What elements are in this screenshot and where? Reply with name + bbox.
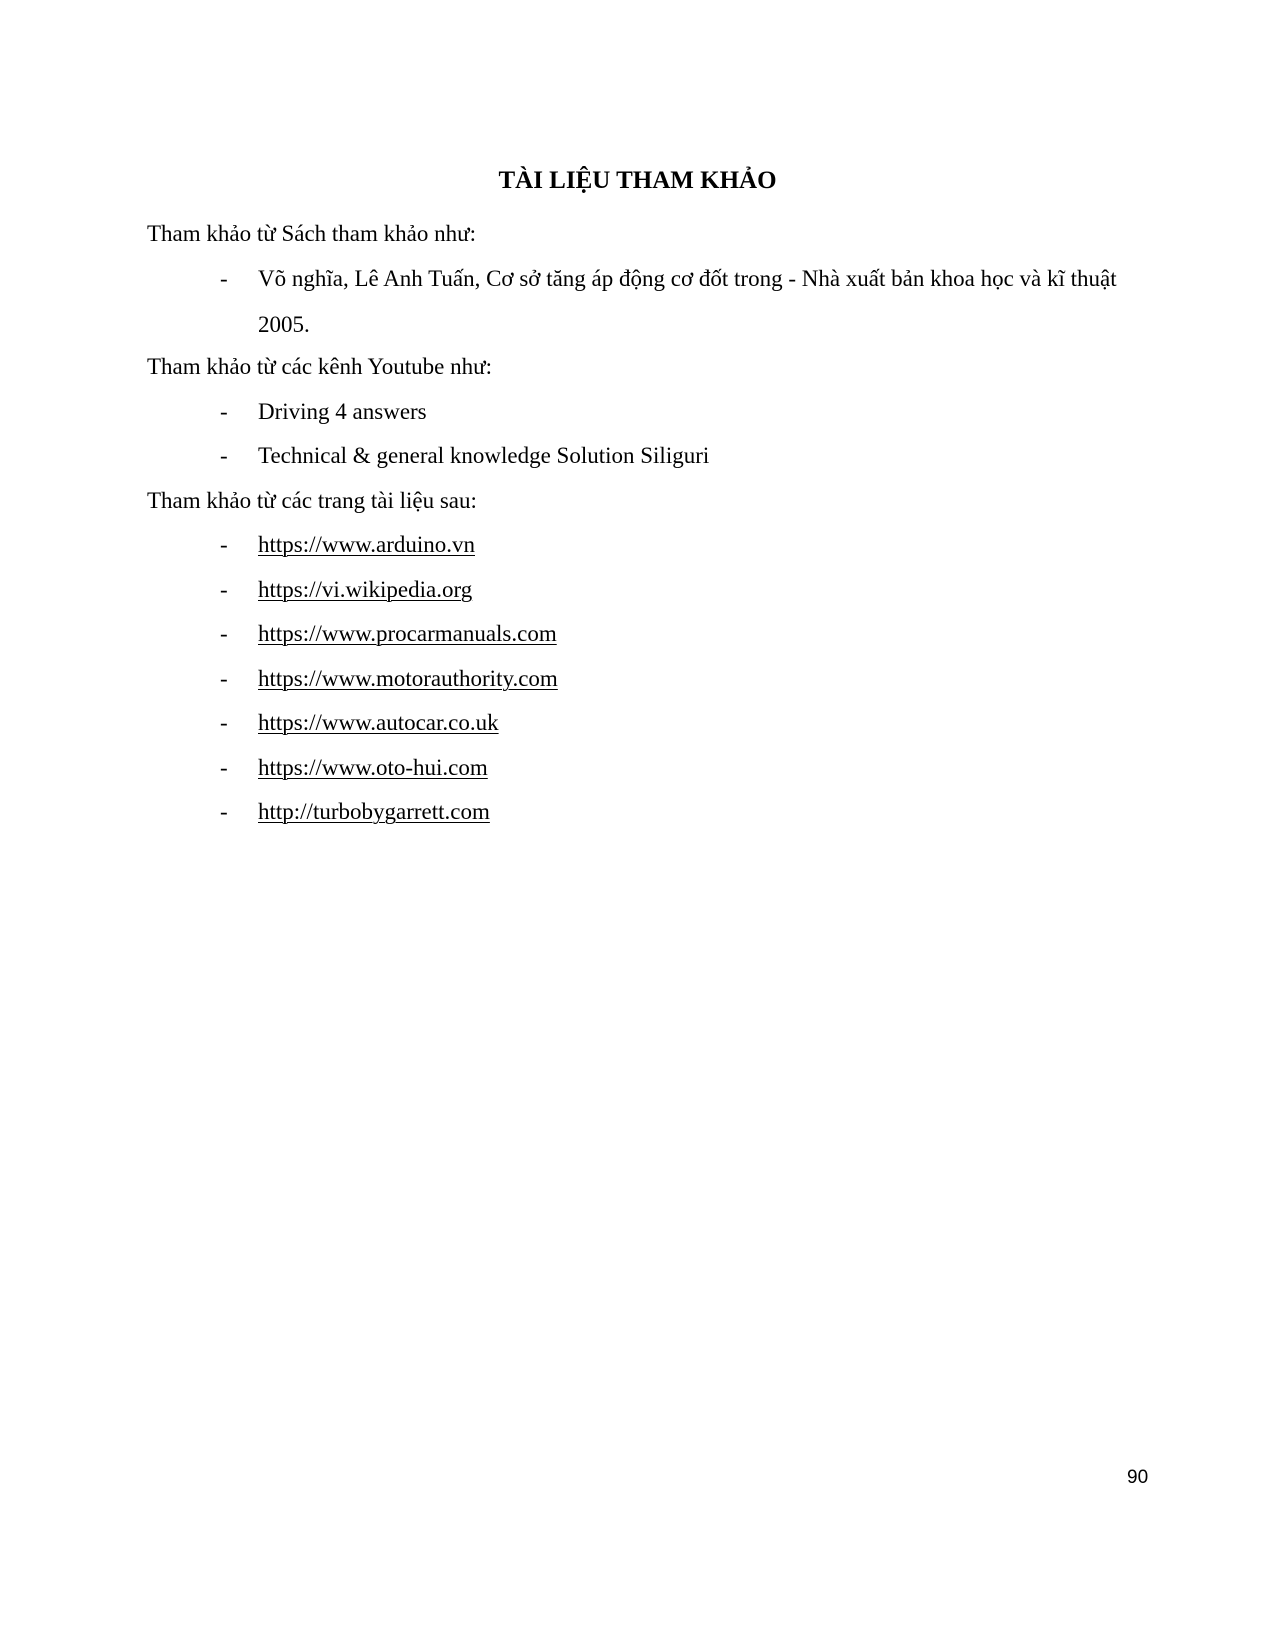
bullet-dash: - xyxy=(220,666,228,691)
book-reference: Võ nghĩa, Lê Anh Tuấn, Cơ sở tăng áp động cơ đốt trong - Nhà xuất bản khoa học và kĩ thuật 2005. xyxy=(258,266,1117,337)
page-title: TÀI LIỆU THAM KHẢO xyxy=(498,167,777,194)
bullet-dash: - xyxy=(220,621,228,646)
reference-link-motorauthority[interactable]: https://www.motorauthority.com xyxy=(258,666,558,691)
bullet-dash: - xyxy=(220,399,228,424)
reference-link-oto-hui[interactable]: https://www.oto-hui.com xyxy=(258,755,488,780)
reference-link-autocar[interactable]: https://www.autocar.co.uk xyxy=(258,710,499,735)
bullet-dash: - xyxy=(220,755,228,780)
reference-link-arduino[interactable]: https://www.arduino.vn xyxy=(258,532,475,557)
bullet-dash: - xyxy=(220,577,228,602)
page-number: 90 xyxy=(1127,1467,1149,1488)
section-intro-youtube: Tham khảo từ các kênh Youtube như: xyxy=(147,354,492,379)
bullet-dash: - xyxy=(220,443,228,468)
bullet-dash: - xyxy=(220,799,228,824)
reference-link-turbobygarrett[interactable]: http://turbobygarrett.com xyxy=(258,799,490,824)
section-intro-books: Tham khảo từ Sách tham khảo như: xyxy=(147,221,476,246)
youtube-channel: Technical & general knowledge Solution Siliguri xyxy=(258,443,710,468)
reference-link-wikipedia[interactable]: https://vi.wikipedia.org xyxy=(258,577,473,602)
youtube-channel: Driving 4 answers xyxy=(258,399,427,424)
section-intro-websites: Tham khảo từ các trang tài liệu sau: xyxy=(147,488,477,513)
bullet-dash: - xyxy=(220,710,228,735)
reference-link-procarmanuals[interactable]: https://www.procarmanuals.com xyxy=(258,621,557,646)
bullet-dash: - xyxy=(220,532,228,557)
bullet-dash: - xyxy=(220,266,228,291)
